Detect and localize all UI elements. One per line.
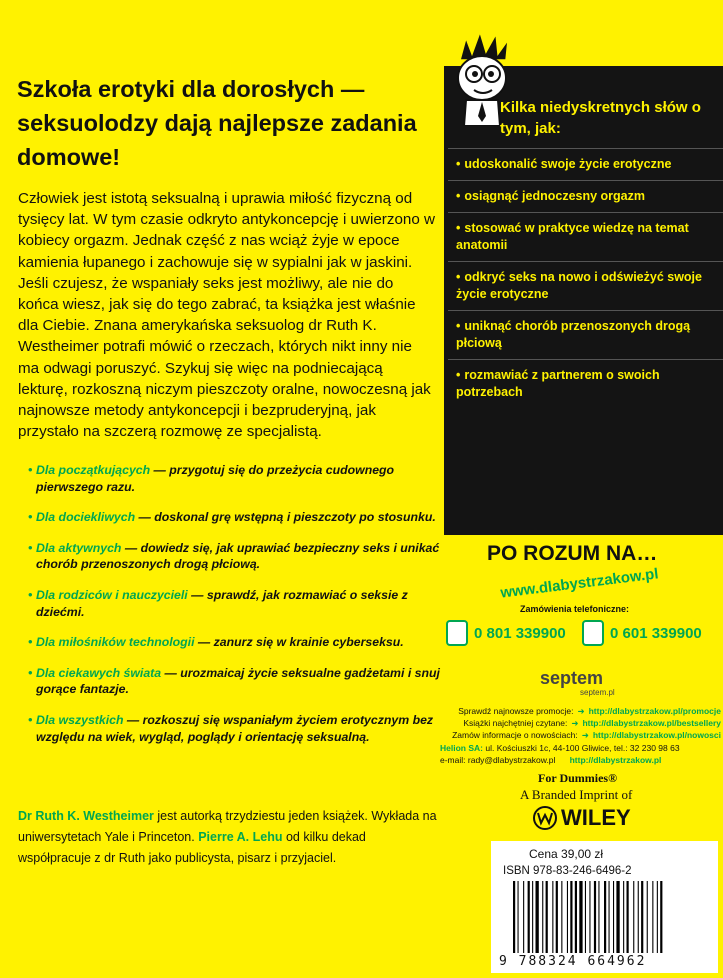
barcode-panel [491,841,718,973]
audience-item: • Dla dociekliwych — doskonal grę wstępną i pieszczoty po stosunku. [28,510,436,525]
link-url[interactable]: http://dlabystrzakow.pl/bestsellery [582,718,721,728]
sidebar-item [448,310,723,359]
bullet-icon: • [456,319,461,333]
audience-item: • Dla ciekawych świata — urozmaicaj życie seksualne gadżetami i snuj gorące fantazje. [28,665,440,697]
audience-item: • Dla wszystkich — rozkoszuj się wspaniałym życiem erotycznym bez względu na wiek, wygląd, poglądy i orientację seksualną. [28,712,434,744]
bullet-icon: • [28,463,33,477]
audience-what: doskonal grę wstępną i pieszczoty po stosunku. [154,510,436,525]
sidebar-item-label: rozmawiać z partnerem o swoich potrzebach [456,368,660,399]
wiley-logo [533,805,631,831]
sidebar-list [448,148,723,408]
phone-number: 0 801 339900 [474,624,566,642]
bullet-icon: • [456,157,461,171]
audience-who: Dla aktywnych [36,540,122,555]
arrow-icon: ➜ [581,730,589,740]
link-url[interactable]: http://dlabystrzakow.pl/nowosci [592,730,721,740]
sidebar-item-label: odkryć seks na nowo i odświeżyć swoje życie erotyczne [456,270,702,301]
link-url[interactable]: http://dlabystrzakow.pl/promocje [588,706,721,716]
promo-link-row [425,705,721,717]
publisher-name: Helion SA: [440,743,483,753]
mobile-phone-icon [582,620,604,646]
phone-number: 0 601 339900 [610,624,702,642]
sidebar-heading: Kilka niedyskretnych słów o tym, jak: [500,99,701,137]
for-dummies-brand: For Dummies® [538,771,618,785]
barcode-icon [511,881,703,953]
link-label: Sprawdź najnowsze promocje: [458,706,574,716]
audience-item: • Dla aktywnych — dowiedz się, jak uprawiać bezpieczny seks i unikać chorób przenoszonych drogą płciową. [28,540,440,572]
sidebar-item [448,261,723,310]
sidebar-item [448,212,723,261]
wiley-w-icon [533,806,557,830]
bullet-icon: • [456,368,461,382]
bullet-icon: • [456,189,461,203]
site-url[interactable]: www.dlabystrzakow.pl [499,565,660,602]
audience-who: Dla rodziców i nauczycieli [36,587,188,602]
sidebar-item [448,148,723,180]
audience-item: • Dla początkujących — przygotuj się do przeżycia cudownego pierwszego razu. [28,463,395,494]
sidebar-item [448,359,723,408]
phone-icon [446,620,468,646]
email-label: e-mail: [440,755,466,765]
promo-heading: PO ROZUM NA… [487,542,658,565]
promo-links [425,705,721,741]
sidebar-item-label: udoskonalić swoje życie erotyczne [464,157,672,171]
audience-list [28,462,441,759]
wiley-wordmark: WILEY [561,805,631,830]
author-bio: od kilku dekad współpracuje z dr Ruth jako publicysta, pisarz i przyjaciel. [18,830,366,865]
audience-what: urozmaicaj życie seksualne gadżetami i snuj gorące fantazje. [36,665,440,697]
audience-who: Dla początkujących [36,463,151,477]
branded-imprint: A Branded Imprint of [520,787,633,802]
promo-link-row [425,717,721,729]
author-name: Dr Ruth K. Westheimer [18,809,154,823]
bullet-icon: • [28,665,33,680]
bullet-icon: • [28,587,33,602]
sidebar-item-label: uniknąć chorób przenoszonych drogą płciową [456,319,691,350]
author-bio: jest autorką trzydziestu jeden książek. Wykłada na uniwersytetach Yale i Princeton. [18,809,437,844]
publisher-address: ul. Kościuszki 1c, 44-100 Gliwice, tel.: 32 230 98 63 [485,743,680,753]
audience-who: Dla wszystkich [36,712,124,727]
bullet-icon: • [28,510,33,525]
sidebar-item-label: stosować w praktyce wiedzę na temat anatomii [456,221,689,252]
headline: Szkoła erotyki dla dorosłych — seksuolodzy dają najlepsze zadania domowe! [17,76,417,170]
phone-mobile [582,620,702,646]
audience-who: Dla dociekliwych [36,510,136,525]
arrow-icon: ➜ [577,706,585,716]
bullet-icon: • [28,540,33,555]
audience-what: zanurz się w krainie cyberseksu. [213,635,404,650]
audience-what: dowiedz się, jak uprawiać bezpieczny seks i unikać chorób przenoszonych drogą płciową. [36,540,440,572]
phone-landline [446,620,566,646]
barcode-digits: 9 788324 664962 [499,954,647,969]
link-label: Książki najchętniej czytane: [463,718,568,728]
audience-what: sprawdź, jak rozmawiać o seksie z dziećmi. [36,587,408,619]
audience-what: przygotuj się do przeżycia cudownego pierwszego razu. [36,463,395,494]
audience-who: Dla ciekawych świata [36,665,162,680]
link-label: Zamów informacje o nowościach: [452,730,578,740]
audience-item: • Dla miłośników technologii — zanurz się w krainie cyberseksu. [28,635,404,650]
septem-logo: septem [540,668,604,688]
isbn: ISBN 978-83-246-6496-2 [503,865,632,877]
audience-item: • Dla rodziców i nauczycieli — sprawdź, jak rozmawiać o seksie z dziećmi. [28,587,408,619]
price: Cena 39,00 zł [529,847,604,861]
author-name: Pierre A. Lehu [198,830,283,844]
sidebar-item [448,180,723,212]
bullet-icon: • [456,270,461,284]
bullet-icon: • [456,221,461,235]
site-link[interactable]: http://dlabystrzakow.pl [569,755,662,765]
sidebar-item-label: osiągnąć jednoczesny orgazm [464,189,645,203]
order-label: Zamówienia telefoniczne: [520,604,630,614]
authors-note [18,806,438,869]
bullet-icon: • [28,712,33,727]
arrow-icon: ➜ [571,718,579,728]
bullet-icon: • [28,635,33,650]
email[interactable]: rady@dlabystrzakow.pl [467,755,556,765]
intro-paragraph: Człowiek jest istotą seksualną i uprawia miłość fizyczną od tysięcy lat. W tym czasie odkryto antykoncepcję i uwierzono w kobiecy orgazm. Jednak część z nas wciąż żyje w epoce kamienia łupanego i zachowuje się w sypialni jak w jaskini. Jeśli czujesz, że wspaniały seks jest możliwy, ale nie do końca wiesz, jak się do tego zabrać, ta książka jest właśnie dla Ciebie. Znana amerykańska seksuolog dr Ruth K. Westheimer potrafi mówić o rzeczach, których nikt inny nie ma odwagi poruszyć. Szykuj się więc na podniecającą lekturę, rozkoszną niczym pieszczoty oralne, nowoczesną jak najnowsze metody antykoncepcji i bezpruderyjną, jak przystało na szczerą rozmowę ze specjalistą. [18,190,435,441]
helion-contact [440,742,723,766]
audience-who: Dla miłośników technologii [36,635,195,650]
audience-what: rozkoszuj się wspaniałym życiem erotycznym bez względu na wiek, wygląd, poglądy i orientację seksualną. [36,712,434,744]
promo-link-row [425,729,721,741]
septem-url: septem.pl [580,688,615,697]
